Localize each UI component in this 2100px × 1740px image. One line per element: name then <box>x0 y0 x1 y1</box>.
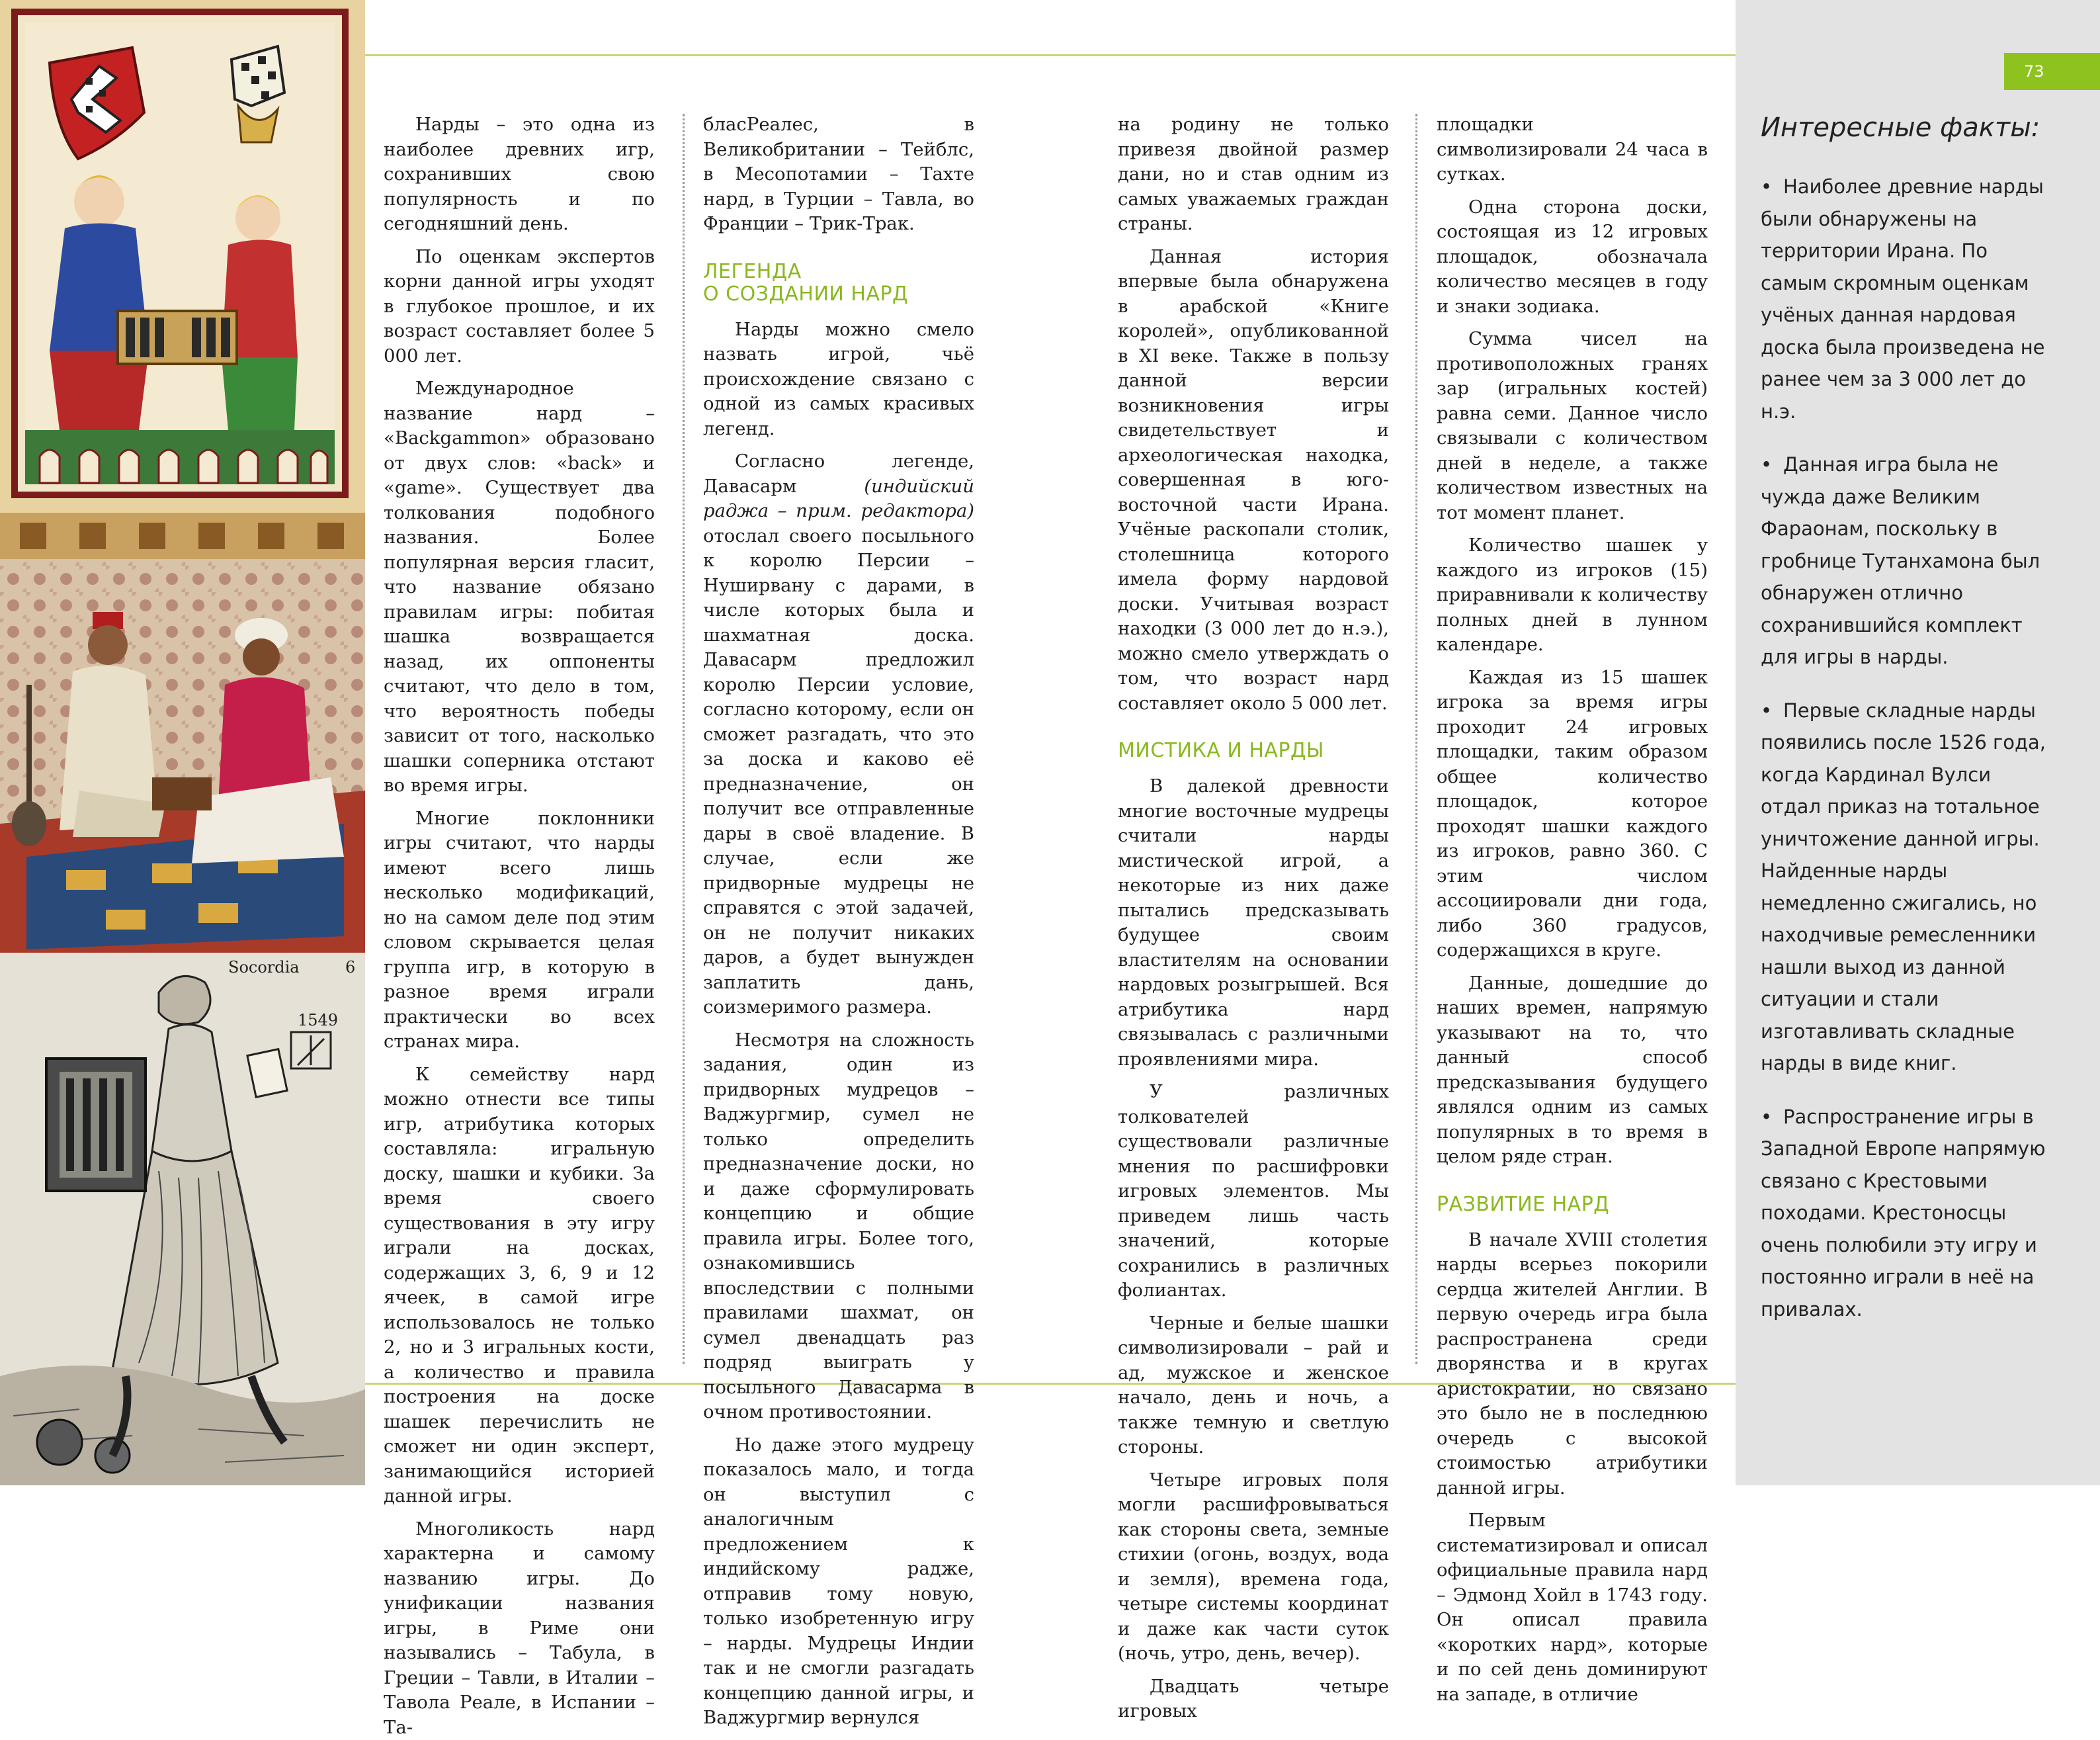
paragraph <box>703 449 974 1020</box>
fact-text: Распространение игры в Западной Европе напрямую связано с Крестовыми походами. Крестоносцы очень полюбили эту игру и постоянно играли в неё на привалах. <box>1761 1106 2046 1321</box>
paragraph: По оценкам экспертов корни данной игры уходят в глубокое прошлое, и их возраст составляет более 5 000 лет. <box>384 245 655 369</box>
paragraph: площадки символизировали 24 часа в сутках. <box>1437 112 1708 187</box>
fact-item <box>1761 695 2052 1080</box>
paragraph-text: отослал своего посыльного к королю Персии – Нуширвану с дарами, в числе которых была и шахматная доска. Давасарм предложил королю Персии условие, согласно которому, если он сможет разгадать, что это за доска и каково её предназначение, он получит все отправленные дары в своё владение. В случае, если же придворные мудрецы не справятся с этой задачей, он не получит никаких даров, а будет вынужден заплатить дань, соизмеримого размера. <box>703 525 974 1018</box>
heading-line: ЛЕГЕНДА <box>703 261 974 283</box>
section-heading-mysticism: МИСТИКА И НАРДЫ <box>1118 740 1389 762</box>
illustration-strip <box>0 0 365 1485</box>
bullet-icon: • <box>1761 171 1783 203</box>
oriental-painting-image <box>0 513 365 953</box>
text-column-1 <box>384 112 655 1370</box>
paragraph: Каждая из 15 шашек игрока за время игры проходит 24 игровых площадки, таким образом общее количество площадок, которое проходят шашки каждого из игроков, равно 360. С этим числом ассоциировали дни года, либо 360 градусов, содержащихся в круге. <box>1437 666 1708 963</box>
top-rule <box>365 54 1736 56</box>
paragraph: Многие поклонники игры считают, что нарды имеют всего лишь несколько модификаций, но на самом деле под этим словом скрывается целая группа игр, в которую в разное время играли практически во всех странах мира. <box>384 806 655 1055</box>
fact-text: Наиболее древние нарды были обнаружены на территории Ирана. По самым скромным оценкам учёных данная нардовая доска была произведена не ранее чем за 3 000 лет до н.э. <box>1761 175 2045 423</box>
bullet-icon: • <box>1761 449 1783 481</box>
paragraph: Количество шашек у каждого из игроков (15) приравнивали к количеству полных дней в лунном календаре. <box>1437 533 1708 658</box>
engraving-image <box>0 953 365 1485</box>
paragraph: К семейству нард можно отнести все типы игр, атрибутика которых составляла: игральную доску, шашки и кубики. За время своего существования в эту игру играли на досках, содержащих 3, 6, 9 и 12 ячеек, в самой игре использовалось не только 2, но и 3 игральных кости, а количество и правила построения на доске шашек перечислить не сможет ни один эксперт, занимающийся историей данной игры. <box>384 1063 655 1509</box>
fact-item <box>1761 171 2052 427</box>
fact-text: Данная игра была не чужда даже Великим Фараонам, поскольку в гробнице Тутанхамона был обнаружен отлично сохранившийся комплект для игры в нарды. <box>1761 453 2040 668</box>
paragraph: В далекой древности многие восточные мудрецы считали нарды мистической игрой, а некоторые из них даже пытались предсказывать будущее своим властителям на основании нардовых розыгрышей. Вся атрибутика нард связывалась с различными проявлениями мира. <box>1118 774 1389 1072</box>
engraving-number: 6 <box>345 958 355 977</box>
paragraph: Данная история впервые была обнаружена в арабской «Книге королей», опубликованной в XI веке. Также в пользу данной версии возникновения игры свидетельствует и археологическая находка, совершенная в юго-восточной части Ирана. Учёные раскопали столик, столешница которого имела форму нардовой доски. Учитывая возраст находки (3 000 лет до н.э.), можно смело утверждать о том, что возраст нард составляет около 5 000 лет. <box>1118 245 1389 717</box>
paragraph: Первым систематизировал и описал официальные правила нард – Эдмонд Хойл в 1743 году. Он описал правила «коротких нард», которые и по сей день доминируют на западе, в отличие <box>1437 1508 1708 1707</box>
paragraph: Многоликость нард характерна и самому названию игры. До унификации названия игры, в Риме они назывались – Табула, в Греции – Тавли, в Италии – Тавола Реале, в Испании – Та- <box>384 1517 655 1740</box>
section-heading-legend <box>703 261 974 306</box>
bullet-icon: • <box>1761 695 1783 727</box>
facts-sidebar <box>1736 0 2100 1485</box>
paragraph: Данные, дошедшие до наших времен, напрямую указывают на то, что данный способ предсказывания будущего являлся одним из самых популярных в то время в целом ряде стран. <box>1437 971 1708 1170</box>
paragraph-text: Согласно легенде, Давасарм <box>703 451 974 497</box>
bullet-icon: • <box>1761 1101 1783 1133</box>
paragraph: Несмотря на сложность задания, один из придворных мудрецов – Ваджургмир, сумел не только определить предназначение доски, но и даже сформулировать концепцию и общие правила игры. Более того, ознакомившись впоследствии с полными правилами шахмат, он сумел двенадцать раз подряд выиграть у посыльного Давасарма в очном противостоянии. <box>703 1028 974 1425</box>
fact-item <box>1761 1101 2052 1326</box>
editor-note: (индийский раджа – прим. редактора) <box>703 476 974 522</box>
fact-item <box>1761 449 2052 674</box>
text-column-4 <box>1437 112 1708 1370</box>
paragraph: Четыре игровых поля могли расшифровываться как стороны света, земные стихии (огонь, воздух, вода и земля), времена года, четыре системы координат и даже как части суток (ночь, утро, день, вечер). <box>1118 1468 1389 1667</box>
paragraph: Нарды – это одна из наиболее древних игр, сохранивших свою популярность и по сегодняшний день. <box>384 112 655 237</box>
page-number: 73 <box>2004 53 2100 90</box>
paragraph: на родину не только привезя двойной размер дани, но и став одним из самых уважаемых граждан страны. <box>1118 112 1389 237</box>
fact-text: Первые складные нарды появились после 1526 года, когда Кардинал Вулси отдал приказ на тотальное уничтожение данной игры. Найденные нарды немедленно сжигались, но находчивые ремесленники нашли выход из данной ситуации и стали изготавливать складные нарды в виде книг. <box>1761 699 2046 1075</box>
facts-title: Интересные факты: <box>1761 112 2040 143</box>
section-heading-development: РАЗВИТИЕ НАРД <box>1437 1194 1708 1216</box>
paragraph: Одна сторона доски, состоящая из 12 игровых площадок, обозначала количество месяцев в году и знаки зодиака. <box>1437 195 1708 320</box>
column-separator <box>1415 114 1417 1364</box>
paragraph: Нарды можно смело назвать игрой, чьё происхождение связано с одной из самых красивых легенд. <box>703 318 974 442</box>
text-column-3 <box>1118 112 1389 1370</box>
paragraph: Двадцать четыре игровых <box>1118 1675 1389 1724</box>
paragraph: Но даже этого мудрецу показалось мало, и тогда он выступил с аналогичным предложением к индийскому радже, отправив тому новую, только изобретенную игру – нарды. Мудрецы Индии так и не смогли разгадать концепцию данной игры, и Ваджургмир вернулся <box>703 1433 974 1731</box>
column-separator <box>683 114 685 1364</box>
heading-line: О СОЗДАНИИ НАРД <box>703 283 974 306</box>
text-column-2 <box>703 112 974 1370</box>
engraving-year: 1549 <box>298 1011 338 1029</box>
paragraph: Международное название нард – «Backgammon» образовано от двух слов: «back» и «game». Существует два толкования подобного названия. Более популярная версия гласит, что название обязано правилам игры: побитая шашка возвращается назад, их оппоненты считают, что дело в том, что вероятность победы зависит от того, насколько шашки соперника отстают во время игры. <box>384 376 655 799</box>
paragraph: У различных толкователей существовали различные мнения по расшифровки игровых элементов. Мы приведем лишь часть значений, которые сохранились в различных фолиантах. <box>1118 1080 1389 1303</box>
paragraph: Сумма чисел на противоположных гранях зар (игральных костей) равна семи. Данное число связывали с количеством дней в неделе, а также количеством известных на тот момент планет. <box>1437 327 1708 525</box>
facts-list <box>1761 171 2052 1346</box>
engraving-caption: Socordia <box>228 958 300 977</box>
paragraph: Черные и белые шашки символизировали – рай и ад, мужское и женское начало, день и ночь, а также темную и светлую стороны. <box>1118 1311 1389 1460</box>
paragraph: В начале XVIII столетия нарды всерьез покорили сердца жителей Англии. В первую очередь игра была распространена среди дворянства и в кругах аристократии, но связано это было не в последнюю очередь с высокой стоимостью атрибутики данной игры. <box>1437 1228 1708 1501</box>
manuscript-miniature-image <box>0 0 365 513</box>
paragraph: бласРеалес, в Великобритании – Тейблс, в Месопотамии – Тахте нард, в Турции – Тавла, во Франции – Трик-Трак. <box>703 112 974 237</box>
